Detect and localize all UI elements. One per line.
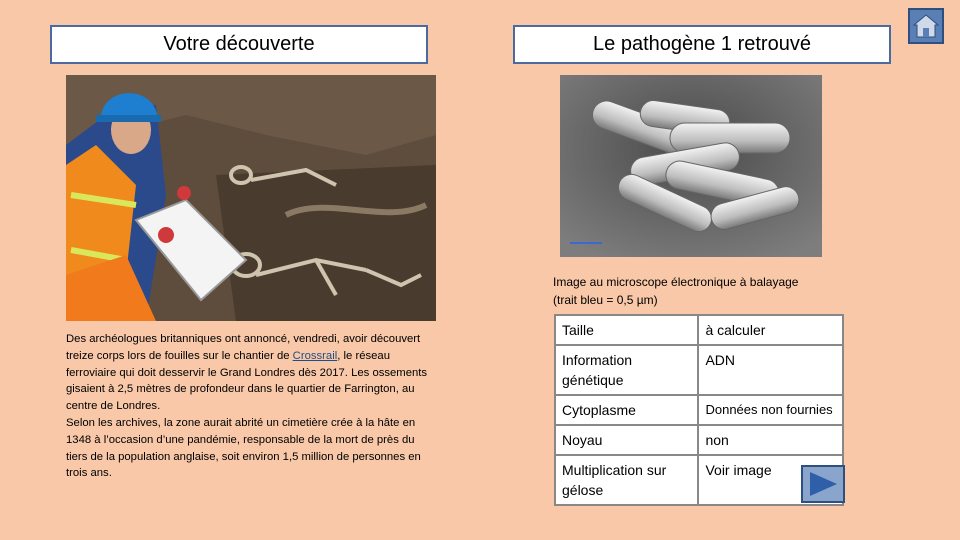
article-paragraph-2: Selon les archives, la zone aurait abrité un cimetière crée à la hâte en 1348 à l’occasion d’une pandémie, responsable de la mort de près du tiers de la population anglaise, soit environ 1,5 million de personnes en trois ans. (66, 416, 421, 480)
article-text (66, 331, 428, 482)
caption-line-2: (trait bleu = 0,5 µm) (553, 293, 658, 307)
crossrail-link[interactable]: Crossrail (292, 349, 338, 362)
property-cell: Taille (555, 315, 698, 345)
home-button[interactable] (908, 8, 944, 44)
home-icon (913, 14, 939, 38)
property-cell: Cytoplasme (555, 395, 698, 425)
table-row (555, 395, 843, 425)
value-cell: non (698, 425, 843, 455)
table-row (555, 455, 843, 505)
article-text-start: Des archéologues britanniques ont annoncé, vendredi, avoir découvert treize corps lors de fouilles sur le chantier de (66, 333, 421, 362)
play-icon (808, 471, 838, 497)
pathogen-title: Le pathogène 1 retrouvé (513, 25, 891, 64)
table-row (555, 425, 843, 455)
property-cell: Noyau (555, 425, 698, 455)
table-row (555, 345, 843, 395)
value-cell: ADN (698, 345, 843, 395)
caption-line-1: Image au microscope électronique à balayage (553, 275, 799, 289)
value-cell: à calculer (698, 315, 843, 345)
property-cell: Multiplication sur gélose (555, 455, 698, 505)
discovery-title: Votre découverte (50, 25, 428, 64)
value-cell: Données non fournies (698, 395, 843, 425)
microscope-photo (560, 75, 822, 257)
property-cell: Information génétique (555, 345, 698, 395)
excavation-photo (66, 75, 436, 321)
article-text-end: , le réseau ferroviaire qui doit desservir le Grand Londres dès 2017. Les ossements gisaient à 2,5 mètres de profondeur dans le quartier de Farrington, au centre de Londres. (66, 349, 428, 413)
see-image-button[interactable] (801, 465, 845, 503)
value-cell: Voir image (698, 455, 843, 505)
microscope-caption (553, 273, 843, 309)
table-row (555, 315, 843, 345)
